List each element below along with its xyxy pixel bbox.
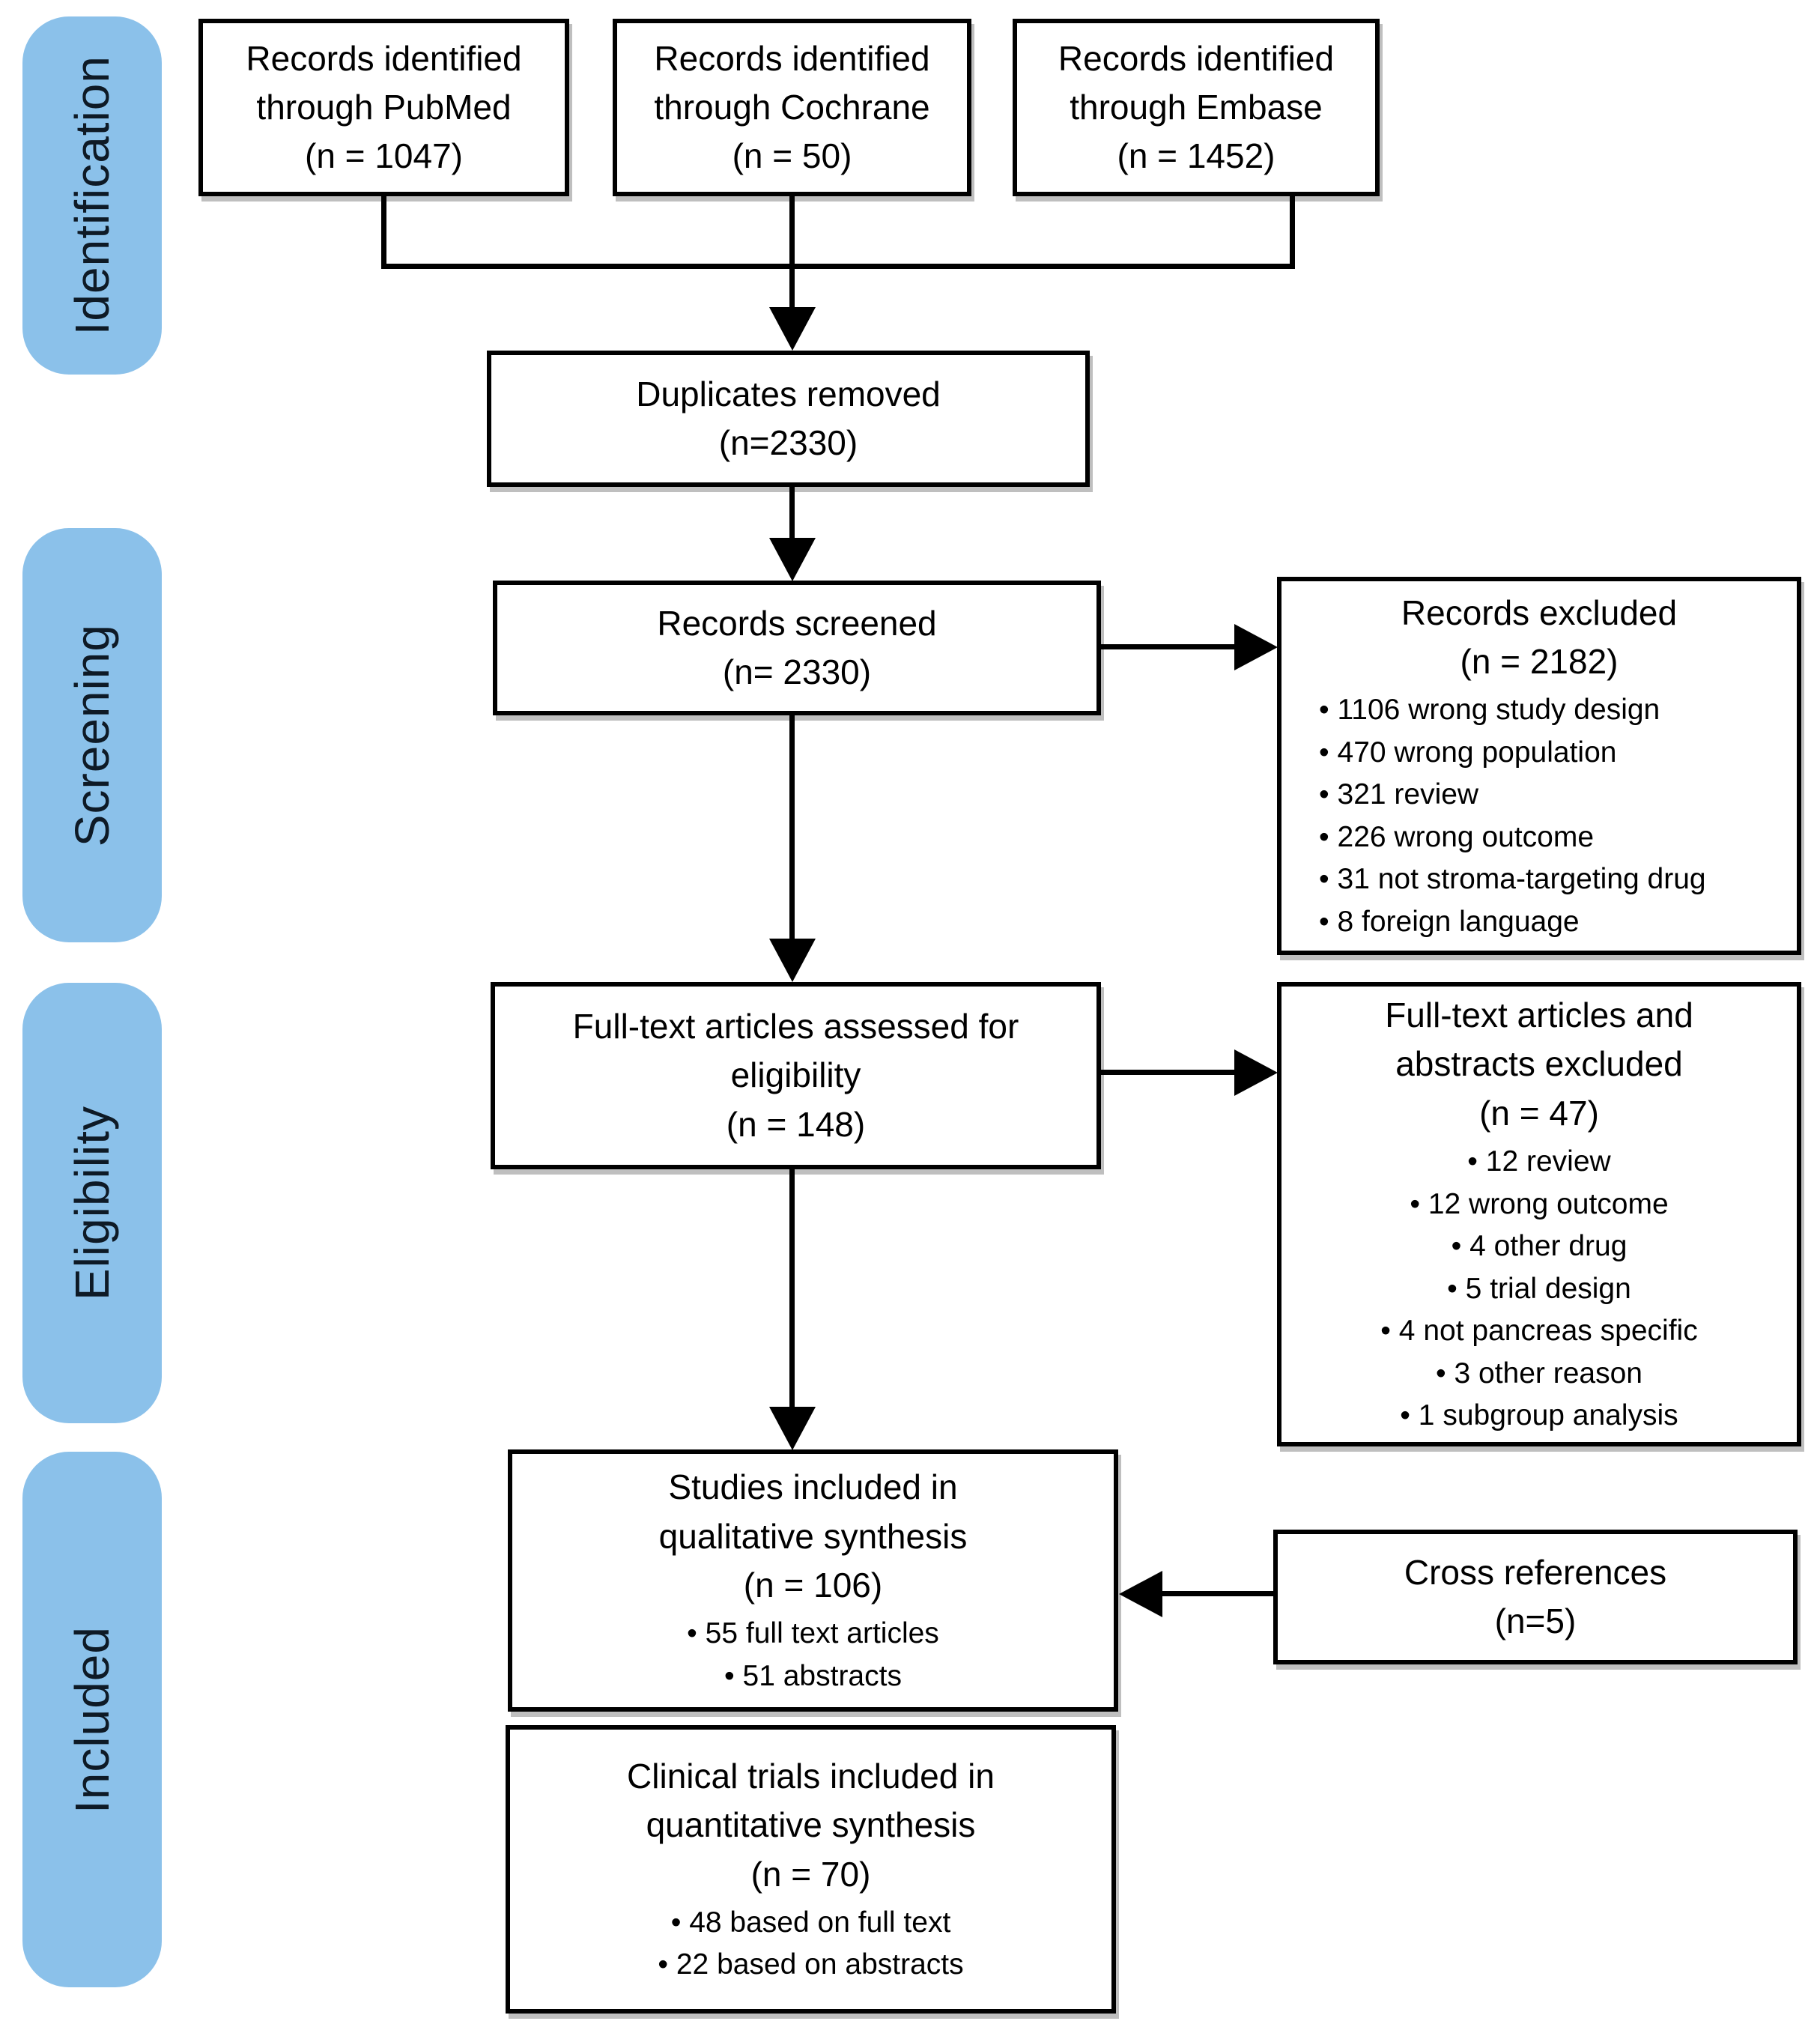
box-records-pubmed-count: (n = 1047) xyxy=(305,136,463,176)
box-fulltext-assessed-count: (n = 148) xyxy=(726,1104,866,1144)
box-quantitative-line1: Clinical trials included in xyxy=(627,1756,995,1796)
box-records-pubmed-line1: Records identified xyxy=(246,38,522,78)
qualitative-items-list xyxy=(687,1613,939,1697)
list-item: • 48 based on full text xyxy=(658,1902,963,1945)
arrowhead-to-qualitative-from-crossref xyxy=(1119,1571,1162,1617)
box-records-pubmed-line2: through PubMed xyxy=(256,87,512,127)
list-item: • 226 wrong outcome xyxy=(1319,816,1706,859)
box-fulltext-assessed xyxy=(491,982,1101,1169)
connector-duplicates-to-screened xyxy=(789,485,795,539)
list-item: • 8 foreign language xyxy=(1319,901,1706,944)
connector-crossref-to-qualitative xyxy=(1161,1591,1275,1596)
box-qualitative-synthesis xyxy=(508,1449,1118,1712)
box-duplicates-removed-line1: Duplicates removed xyxy=(636,374,941,413)
arrowhead-to-assessed xyxy=(769,939,816,982)
arrowhead-to-fulltext-excluded xyxy=(1234,1049,1278,1096)
arrowhead-to-records-excluded xyxy=(1234,624,1278,670)
box-duplicates-removed xyxy=(487,351,1090,487)
records-excluded-reasons-list xyxy=(1289,689,1706,943)
box-cross-references-line1: Cross references xyxy=(1404,1552,1667,1592)
connector-stub-pubmed xyxy=(381,193,386,267)
stage-pill-screening xyxy=(22,528,162,942)
list-item: • 31 not stroma-targeting drug xyxy=(1319,858,1706,901)
box-quantitative-synthesis xyxy=(506,1725,1116,2014)
box-quantitative-line2: quantitative synthesis xyxy=(646,1805,976,1845)
box-records-screened xyxy=(493,581,1101,715)
list-item: • 22 based on abstracts xyxy=(658,1944,963,1987)
connector-merge-vertical xyxy=(789,193,795,309)
box-records-screened-count: (n= 2330) xyxy=(722,652,872,691)
list-item: • 321 review xyxy=(1319,774,1706,816)
list-item: • 12 review xyxy=(1380,1141,1697,1184)
arrowhead-to-screened xyxy=(769,538,816,581)
box-records-embase-line1: Records identified xyxy=(1058,38,1335,78)
box-records-pubmed xyxy=(198,19,569,196)
box-fulltext-assessed-line2: eligibility xyxy=(730,1055,861,1095)
box-records-screened-line1: Records screened xyxy=(657,603,937,643)
box-cross-references xyxy=(1273,1530,1798,1664)
box-records-cochrane-line2: through Cochrane xyxy=(654,87,930,127)
list-item: • 12 wrong outcome xyxy=(1380,1184,1697,1226)
connector-screened-to-assessed xyxy=(789,714,795,940)
box-fulltext-excluded-line1: Full-text articles and xyxy=(1385,996,1693,1035)
list-item: • 4 not pancreas specific xyxy=(1380,1310,1697,1353)
box-records-embase xyxy=(1013,19,1380,196)
connector-screened-to-excluded xyxy=(1099,644,1236,649)
box-records-cochrane-line1: Records identified xyxy=(654,38,930,78)
box-quantitative-count: (n = 70) xyxy=(750,1854,871,1894)
connector-merge-horizontal xyxy=(381,264,1295,269)
box-duplicates-removed-count: (n=2330) xyxy=(718,423,858,462)
list-item: • 51 abstracts xyxy=(687,1655,939,1698)
list-item: • 470 wrong population xyxy=(1319,732,1706,775)
box-fulltext-excluded xyxy=(1277,982,1801,1446)
stage-label-identification: Identification xyxy=(65,55,119,336)
quantitative-items-list xyxy=(658,1902,963,1987)
arrowhead-to-duplicates xyxy=(769,307,816,351)
arrowhead-to-qualitative xyxy=(769,1407,816,1450)
stage-label-eligibility: Eligibility xyxy=(65,1106,119,1300)
box-records-excluded xyxy=(1277,577,1801,955)
box-fulltext-excluded-line2: abstracts excluded xyxy=(1395,1044,1683,1084)
box-cross-references-count: (n=5) xyxy=(1494,1602,1577,1640)
stage-pill-eligibility xyxy=(22,983,162,1423)
box-qualitative-line1: Studies included in xyxy=(668,1467,958,1507)
box-qualitative-count: (n = 106) xyxy=(743,1566,883,1605)
list-item: • 5 trial design xyxy=(1380,1268,1697,1311)
list-item: • 55 full text articles xyxy=(687,1613,939,1655)
fulltext-excluded-reasons-list xyxy=(1380,1141,1697,1437)
box-fulltext-assessed-line1: Full-text articles assessed for xyxy=(572,1007,1019,1046)
connector-assessed-to-excluded xyxy=(1099,1070,1236,1075)
box-records-excluded-count: (n = 2182) xyxy=(1460,641,1619,681)
box-records-embase-line2: through Embase xyxy=(1070,87,1323,127)
stage-pill-identification xyxy=(22,16,162,375)
box-records-cochrane xyxy=(613,19,971,196)
connector-stub-embase xyxy=(1290,193,1295,267)
connector-assessed-to-qualitative xyxy=(789,1167,795,1408)
box-records-embase-count: (n = 1452) xyxy=(1117,136,1275,176)
box-fulltext-excluded-count: (n = 47) xyxy=(1479,1093,1599,1133)
box-records-cochrane-count: (n = 50) xyxy=(732,136,852,176)
stage-label-screening: Screening xyxy=(65,623,119,847)
list-item: • 3 other reason xyxy=(1380,1353,1697,1396)
list-item: • 4 other drug xyxy=(1380,1225,1697,1268)
list-item: • 1106 wrong study design xyxy=(1319,689,1706,732)
stage-label-included: Included xyxy=(65,1625,119,1814)
stage-pill-included xyxy=(22,1452,162,1987)
box-records-excluded-line1: Records excluded xyxy=(1401,593,1678,632)
list-item: • 1 subgroup analysis xyxy=(1380,1395,1697,1437)
box-qualitative-line2: qualitative synthesis xyxy=(658,1516,968,1556)
